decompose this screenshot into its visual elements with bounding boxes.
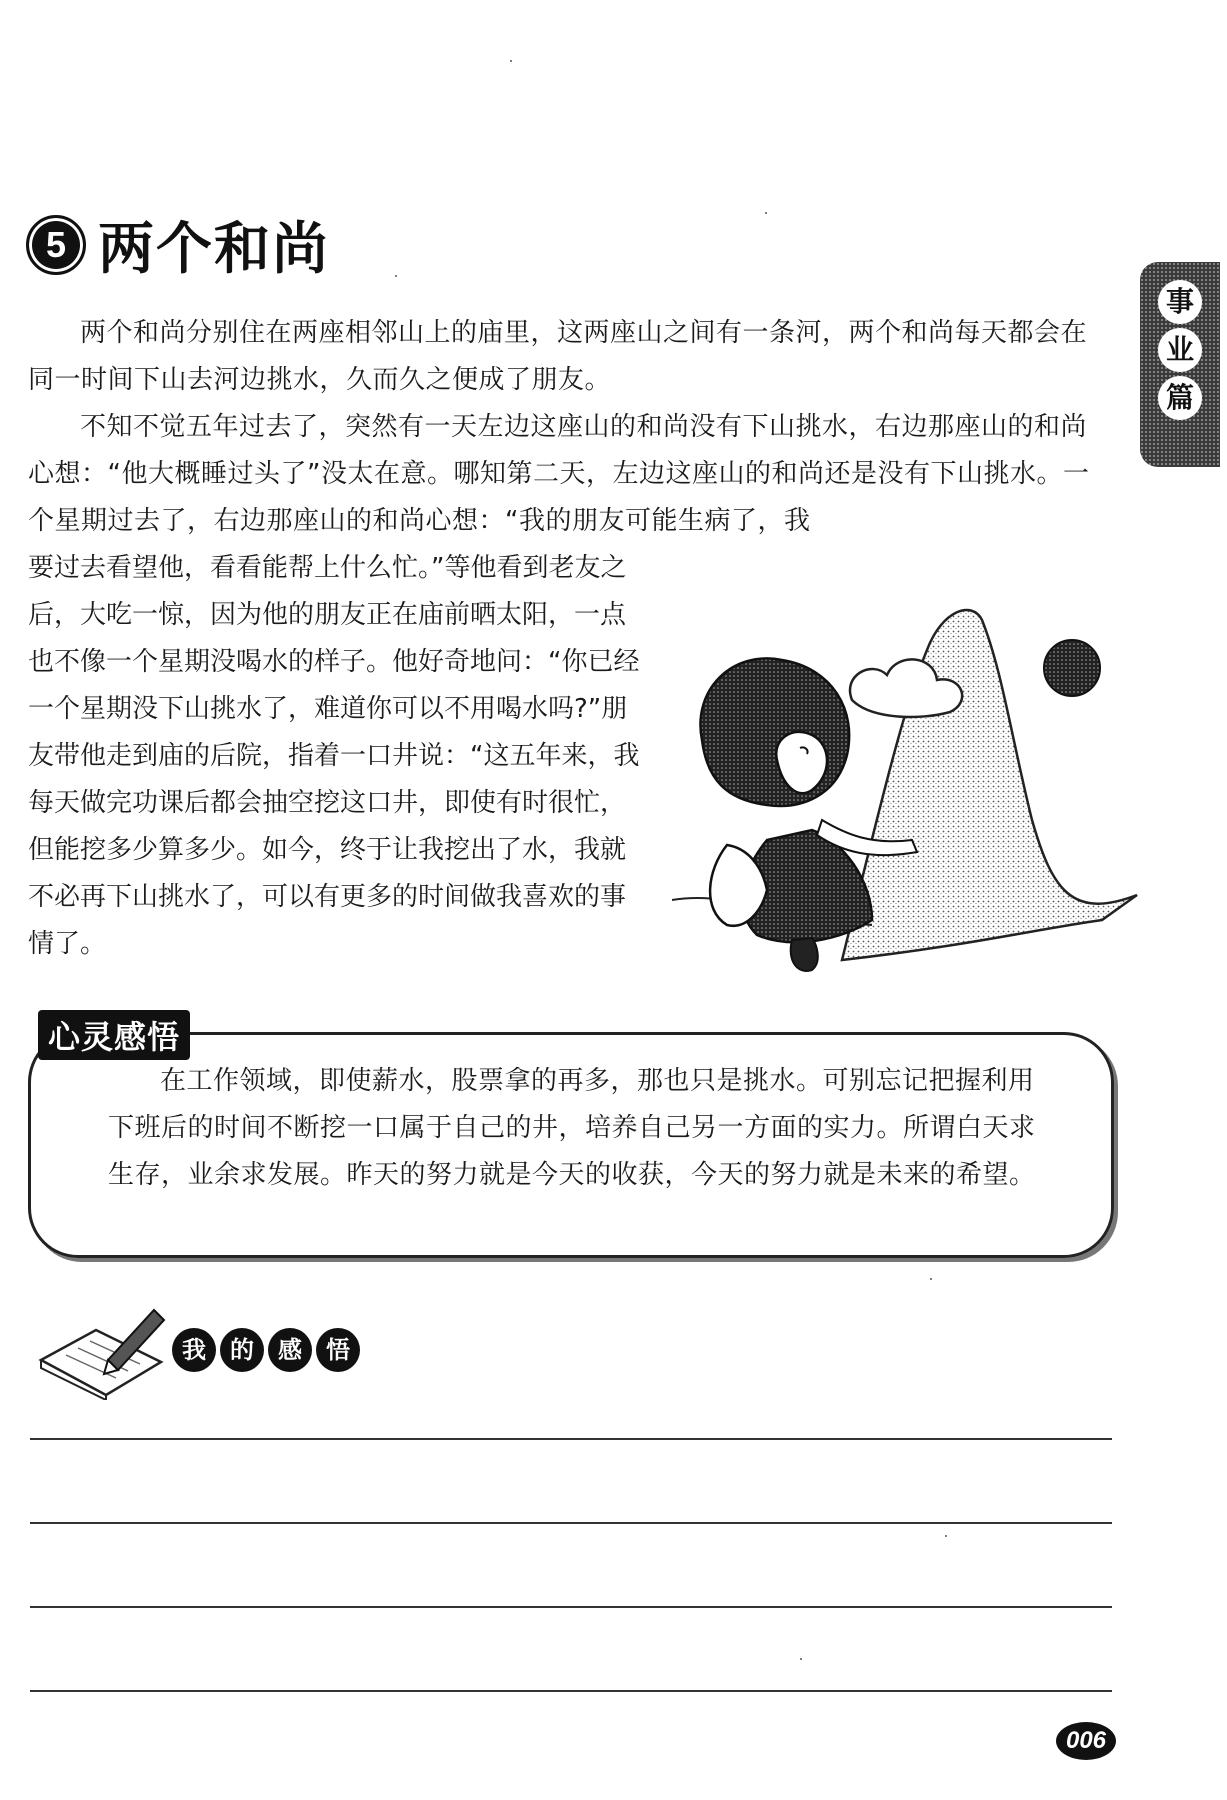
monk-illustration [672, 590, 1142, 990]
print-speck [945, 1535, 947, 1537]
story-wrapped-paragraph: 要过去看望他，看看能帮上什么忙。”等他看到老友之后，大吃一惊，因为他的朋友正在庙前晒太阳，一点也不像一个星期没喝水的样子。他好奇地问：“你已经一个星期没下山挑水了，难道你可以不用喝水吗?”朋友带他走到庙的后院，指着一口井说：“这五年来，我每天做完功课后都会抽空挖这口井，即使有时很忙，但能挖多少算多少。如今，终于让我挖出了水，我就不必再下山挑水了，可以有更多的时间做我喜欢的事情了。 [28, 553, 640, 959]
print-speck [395, 275, 397, 277]
page-title [26, 205, 330, 285]
print-speck [510, 60, 512, 62]
writing-line[interactable] [30, 1690, 1112, 1692]
my-thoughts-char: 悟 [316, 1328, 360, 1372]
my-thoughts-char: 感 [268, 1328, 312, 1372]
side-tab-char: 业 [1158, 328, 1202, 372]
notebook-pencil-icon [36, 1300, 166, 1400]
reflection-text: 在工作领域，即使薪水，股票拿的再多，那也只是挑水。可别忘记把握利用下班后的时间不断挖一口属于自己的井，培养自己另一方面的实力。所谓白天求生存，业余求发展。昨天的努力就是今天的收获，今天的努力就是未来的希望。 [108, 1066, 1036, 1190]
side-tab-char: 事 [1158, 280, 1202, 324]
my-thoughts-heading [36, 1300, 364, 1400]
print-speck [930, 1278, 932, 1280]
print-speck [800, 1658, 802, 1660]
my-thoughts-char: 我 [172, 1328, 216, 1372]
section-side-tab [1140, 262, 1220, 467]
my-thoughts-char: 的 [220, 1328, 264, 1372]
side-tab-char: 篇 [1158, 376, 1202, 420]
writing-line[interactable] [30, 1606, 1112, 1608]
title-text: 两个和尚 [98, 217, 330, 282]
story-paragraph: 不知不觉五年过去了，突然有一天左边这座山的和尚没有下山挑水，右边那座山的和尚心想：“他大概睡过头了”没太在意。哪知第二天，左边这座山的和尚还是没有下山挑水。一个星期过去了，右边那座山的和尚心想：“我的朋友可能生病了，我 [28, 412, 1090, 536]
print-speck [765, 212, 767, 214]
writing-line[interactable] [30, 1522, 1112, 1524]
title-number-badge: 5 [26, 215, 86, 275]
story-paragraph: 两个和尚分别住在两座相邻山上的庙里，这两座山之间有一条河，两个和尚每天都会在同一时间下山去河边挑水，久而久之便成了朋友。 [28, 318, 1088, 395]
writing-line[interactable] [30, 1438, 1112, 1440]
reflection-label: 心灵感悟 [38, 1010, 190, 1060]
page-number: 006 [1056, 1722, 1116, 1760]
